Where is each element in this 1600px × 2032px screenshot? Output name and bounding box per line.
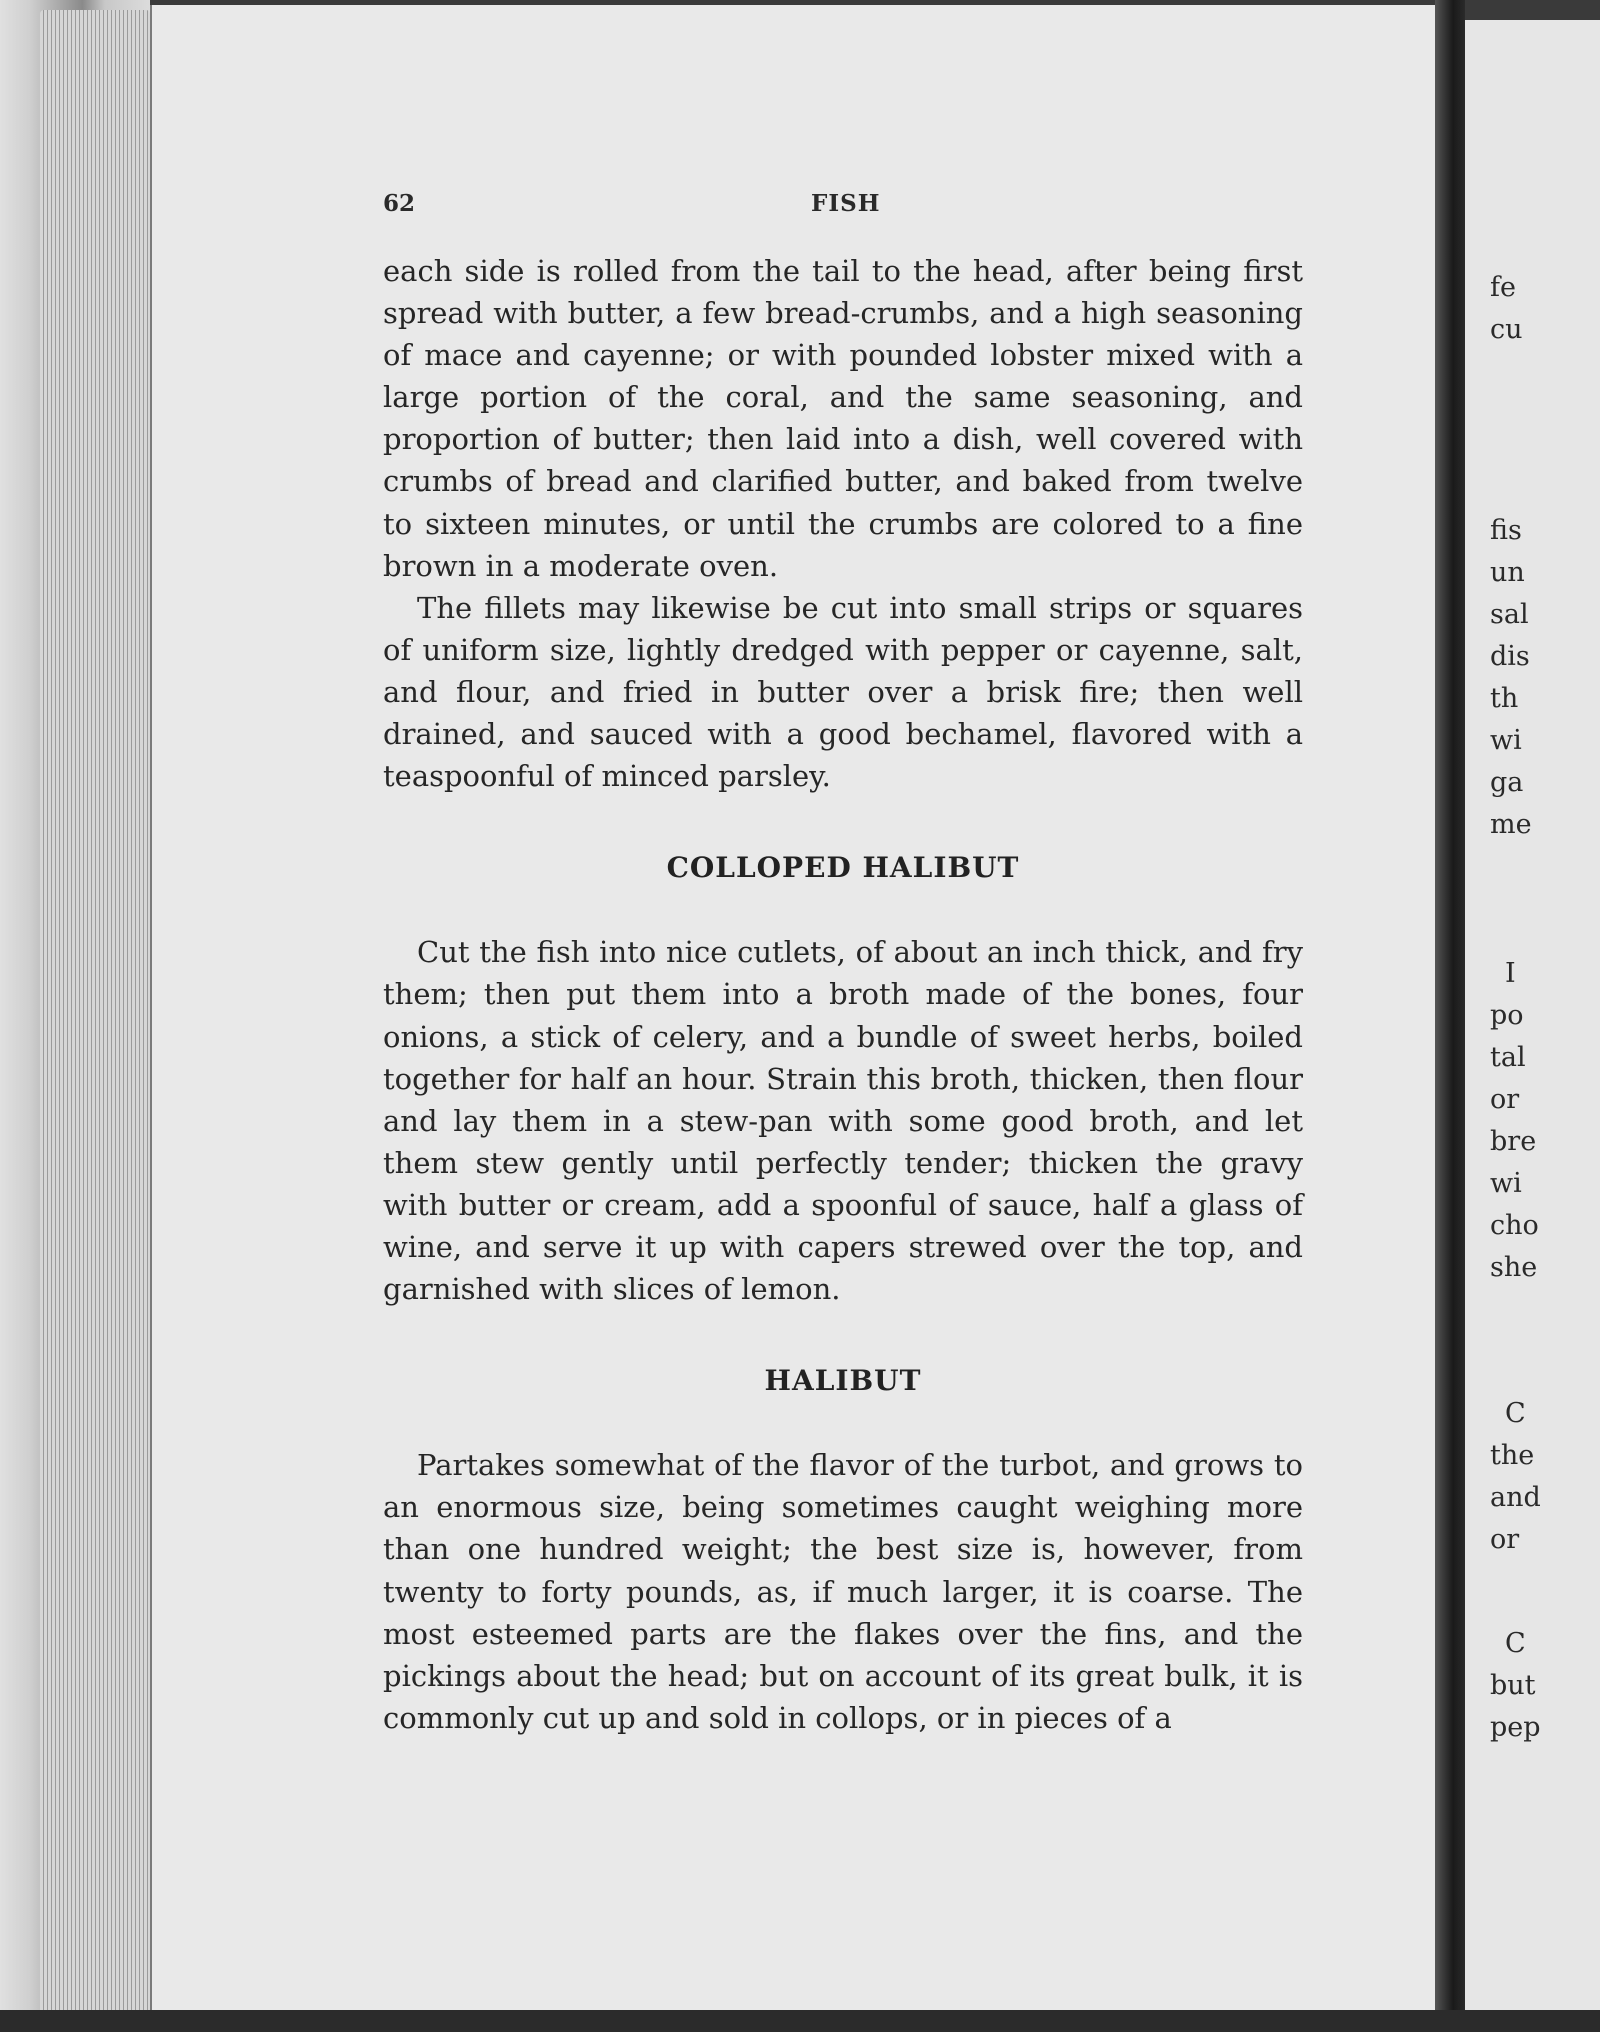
section-heading-colloped-halibut: COLLOPED HALIBUT bbox=[666, 851, 1020, 885]
page-body bbox=[383, 250, 1303, 1739]
facing-page-fragment: cho bbox=[1490, 1210, 1539, 1241]
paragraph-halibut: Partakes somewhat of the flavor of the turbot, and grows to an enormous size, being sometimes caught weighing more than one hundred weight; the best size is, however, from twenty to forty pounds, as, if much larger, it is coarse. The most esteemed parts are the flakes over the fins, and the pickings about the head; but on account of its great bulk, it is commonly cut up and sold in collops, or in pieces of a bbox=[383, 1448, 1303, 1735]
facing-page-fragment: she bbox=[1490, 1252, 1538, 1283]
facing-page-fragment: C bbox=[1505, 1398, 1526, 1429]
book-gutter bbox=[1435, 0, 1465, 2032]
facing-page-fragment: the bbox=[1490, 1440, 1535, 1471]
facing-page-fragment: or bbox=[1490, 1524, 1520, 1555]
facing-page-fragment: po bbox=[1490, 1000, 1524, 1031]
facing-page-fragment: C bbox=[1505, 1628, 1526, 1659]
section-gap bbox=[383, 797, 1303, 847]
facing-page-fragment: sal bbox=[1490, 599, 1529, 630]
facing-page-fragment: dis bbox=[1490, 641, 1530, 672]
facing-page-fragment: cu bbox=[1490, 314, 1523, 345]
section-gap bbox=[383, 1402, 1303, 1444]
facing-page-fragment: wi bbox=[1490, 725, 1522, 756]
page-number: 62 bbox=[383, 190, 416, 217]
facing-page-fragment: and bbox=[1490, 1482, 1541, 1513]
section-gap bbox=[383, 1310, 1303, 1360]
facing-page bbox=[1465, 20, 1600, 2010]
section-heading-halibut: HALIBUT bbox=[764, 1364, 922, 1398]
facing-page-fragment: th bbox=[1490, 683, 1519, 714]
section-gap bbox=[383, 889, 1303, 931]
facing-page-fragment: fe bbox=[1490, 272, 1516, 303]
facing-page-fragment: me bbox=[1490, 809, 1532, 840]
facing-page-fragment: I bbox=[1505, 958, 1516, 989]
facing-page-fragment: fis bbox=[1490, 515, 1522, 546]
facing-page-fragment: ga bbox=[1490, 767, 1524, 798]
page-stack-edges bbox=[40, 10, 150, 2015]
paragraph-continued: each side is rolled from the tail to the head, after being first spread with butter, a few bread-crumbs, and a high seasoning of mace and cayenne; or with pounded lobster mixed with a large portion of the coral, and the same seasoning, and proportion of butter; then laid into a dish, well covered with crumbs of bread and clarified butter, and baked from twelve to sixteen minutes, or until the crumbs are colored to a fine brown in a moderate oven. bbox=[383, 254, 1303, 583]
facing-page-fragment: bre bbox=[1490, 1126, 1537, 1157]
paragraph-colloped-halibut: Cut the fish into nice cutlets, of about an inch thick, and fry them; then put them into a broth made of the bones, four onions, a stick of celery, and a bundle of sweet herbs, boiled together for half an hour. Strain this broth, thicken, then flour and lay them in a stew-pan with some good broth, and let them stew gently until perfectly tender; thicken the gravy with butter or cream, add a spoonful of sauce, half a glass of wine, and serve it up with capers strewed over the top, and garnished with slices of lemon. bbox=[383, 935, 1303, 1307]
facing-page-fragment: tal bbox=[1490, 1042, 1526, 1073]
facing-page-fragment: un bbox=[1490, 557, 1525, 588]
facing-page-fragment: but bbox=[1490, 1670, 1536, 1701]
running-header bbox=[383, 190, 1303, 222]
facing-page-fragment: or bbox=[1490, 1084, 1520, 1115]
paragraph-fillets: The fillets may likewise be cut into small strips or squares of uniform size, lightly dredged with pepper or cayenne, salt, and flour, and fried in butter over a brisk fire; then well drained, and sauced with a good bechamel, flavored with a teaspoonful of minced parsley. bbox=[383, 590, 1303, 794]
running-head-title: FISH bbox=[811, 190, 881, 217]
scan-bottom-border bbox=[0, 2010, 1600, 2032]
facing-page-fragment: wi bbox=[1490, 1168, 1522, 1199]
facing-page-fragment: pep bbox=[1490, 1712, 1541, 1743]
